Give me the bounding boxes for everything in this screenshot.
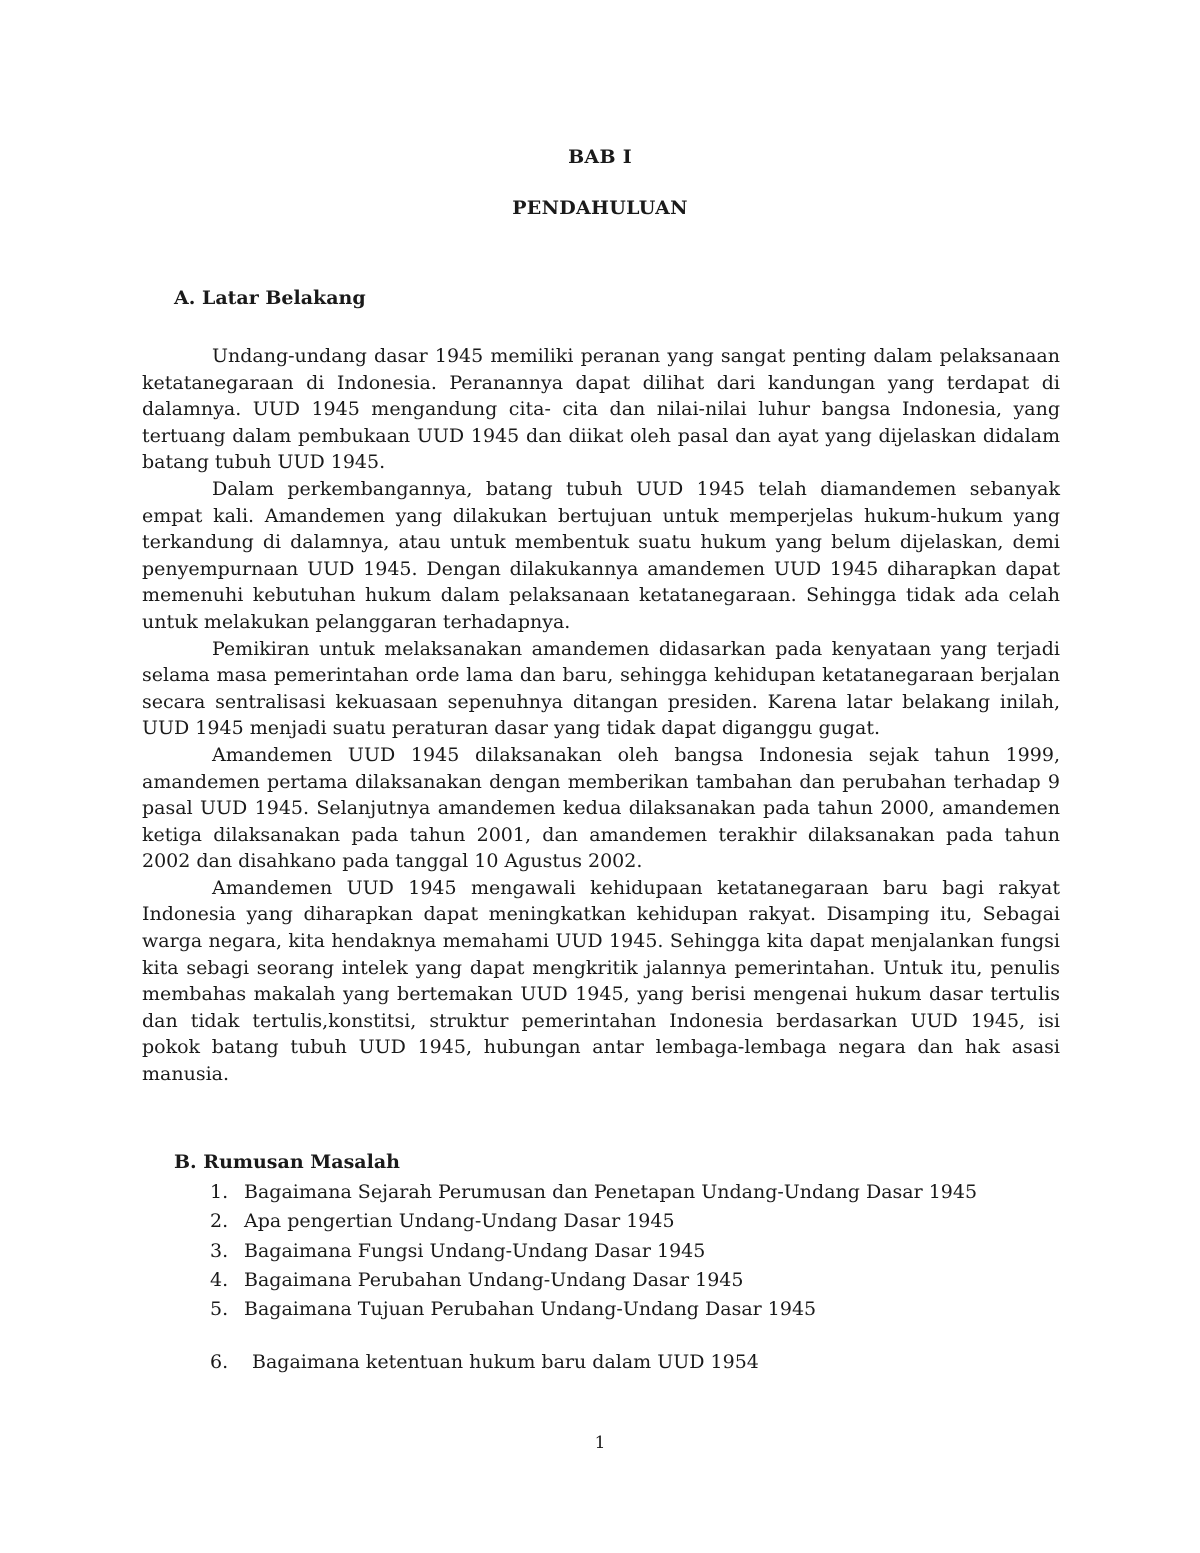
list-text: Bagaimana ketentuan hukum baru dalam UUD 1954 xyxy=(252,1351,759,1373)
chapter-title: PENDAHULUAN xyxy=(512,197,688,219)
paragraph-4: Amandemen UUD 1945 dilaksanakan oleh bangsa Indonesia sejak tahun 1999, amandemen pertama dilaksanakan dengan memberikan tambahan dan perubahan terhadap 9 pasal UUD 1945. Selanjutnya amandemen kedua dilaksanakan pada tahun 2000, amandemen ketiga dilaksanakan pada tahun 2001, dan amandemen terakhir dilaksanakan pada tahun 2002 dan disahkano pada tanggal 10 Agustus 2002. xyxy=(142,743,1060,873)
list-item xyxy=(210,1178,977,1207)
paragraph-1: Undang-undang dasar 1945 memiliki peranan yang sangat penting dalam pelaksanaan ketatanegaraan di Indonesia. Peranannya dapat dilihat dari kandungan yang terdapat di dalamnya. UUD 1945 mengandung cita- cita dan nilai-nilai luhur bangsa Indonesia, yang tertuang dalam pembukaan UUD 1945 dan diikat oleh pasal dan ayat yang dijelaskan didalam batang tubuh UUD 1945. xyxy=(142,345,1060,474)
section-a-heading: A. Latar Belakang xyxy=(174,287,366,309)
list-text: Bagaimana Perubahan Undang-Undang Dasar 1945 xyxy=(244,1268,744,1291)
list-item xyxy=(210,1295,977,1324)
list-item xyxy=(210,1207,977,1236)
list-number: 2. xyxy=(210,1210,229,1233)
section-b-heading: B. Rumusan Masalah xyxy=(174,1151,400,1173)
list-number: 3. xyxy=(210,1239,229,1262)
list-item xyxy=(210,1266,977,1295)
list-number: 6. xyxy=(210,1351,229,1373)
list-number: 5. xyxy=(210,1298,229,1321)
paragraph-5: Amandemen UUD 1945 mengawali kehidupaan ketatanegaraan baru bagi rakyat Indonesia yang diharapkan dapat meningkatkan kehidupan rakyat. Disamping itu, Sebagai warga negara, kita hendaknya memahami UUD 1945. Sehingga kita dapat menjalankan fungsi kita sebagi seorang intelek yang dapat mengkritik jalannya pemerintahan. Untuk itu, penulis membahas makalah yang bertemakan UUD 1945, yang berisi mengenai hukum dasar tertulis dan tidak tertulis,konstitsi, struktur pemerintahan Indonesia berdasarkan UUD 1945, isi pokok batang tubuh UUD 1945, hubungan antar lembaga-lembaga negara dan hak asasi manusia. xyxy=(142,876,1060,1086)
paragraph-3: Pemikiran untuk melaksanakan amandemen didasarkan pada kenyataan yang terjadi selama masa pemerintahan orde lama dan baru, sehingga kehidupan ketatanegaraan berjalan secara sentralisasi kekuasaan sepenuhnya ditangan presiden. Karena latar belakang inilah, UUD 1945 menjadi suatu peraturan dasar yang tidak dapat diganggu gugat. xyxy=(142,637,1060,740)
list-text: Bagaimana Sejarah Perumusan dan Penetapan Undang-Undang Dasar 1945 xyxy=(244,1181,978,1203)
list-text: Bagaimana Tujuan Perubahan Undang-Undang Dasar 1945 xyxy=(244,1298,817,1321)
list-text: Apa pengertian Undang-Undang Dasar 1945 xyxy=(244,1210,675,1233)
list-number: 4. xyxy=(210,1268,229,1291)
list-number: 1. xyxy=(210,1181,229,1203)
section-a-body xyxy=(142,343,1060,1088)
page-number: 1 xyxy=(594,1433,606,1453)
list-item xyxy=(210,1348,759,1377)
list-item xyxy=(210,1237,977,1266)
chapter-label: BAB I xyxy=(568,146,632,168)
problem-list xyxy=(210,1178,977,1324)
paragraph-2: Dalam perkembangannya, batang tubuh UUD 1945 telah diamandemen sebanyak empat kali. Amandemen yang dilakukan bertujuan untuk memperjelas hukum-hukum yang terkandung di dalamnya, atau untuk membentuk suatu hukum yang belum dijelaskan, demi penyempurnaan UUD 1945. Dengan dilakukannya amandemen UUD 1945 diharapkan dapat memenuhi kebutuhan hukum dalam pelaksanaan ketatanegaraan. Sehingga tidak ada celah untuk melakukan pelanggaran terhadapnya. xyxy=(142,477,1060,633)
list-text: Bagaimana Fungsi Undang-Undang Dasar 1945 xyxy=(244,1239,706,1262)
